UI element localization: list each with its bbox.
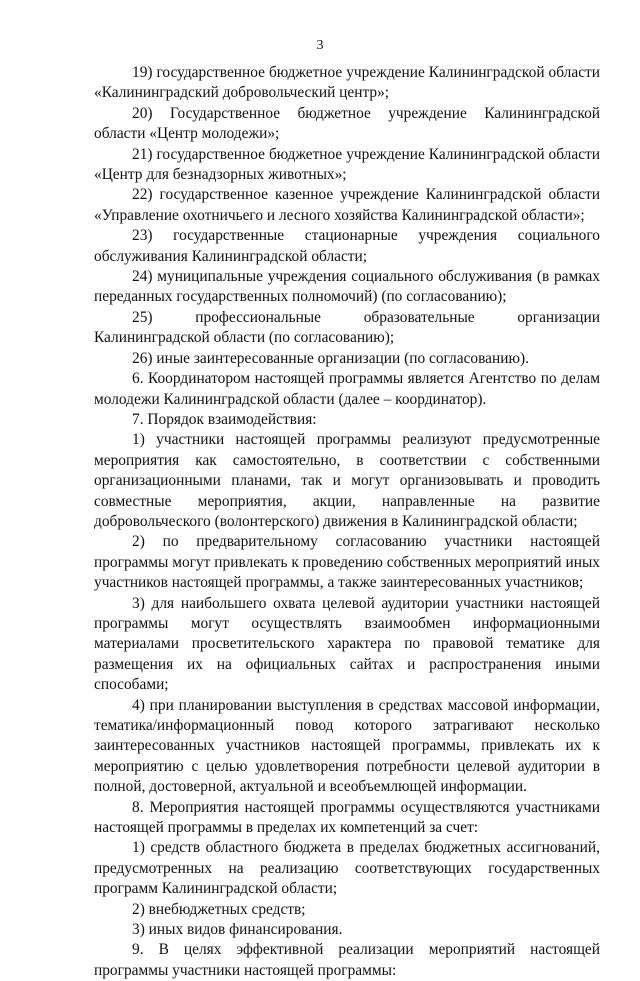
document-body bbox=[94, 63, 600, 981]
list-item: 25) профессиональные образовательные организации Калининградской области (по согласованию); bbox=[94, 308, 600, 347]
list-item: 21) государственное бюджетное учреждение Калининградской области «Центр для безнадзорных животных»; bbox=[94, 145, 600, 184]
list-item: 24) муниципальные учреждения социального обслуживания (в рамках переданных государственных полномочий) (по согласованию); bbox=[94, 268, 600, 306]
list-item: 2) по предварительному согласованию участники настоящей программы могут привлекать к проведению собственных мероприятий иных участников настоящей программы, а также заинтересованных участников; bbox=[94, 533, 600, 592]
list-item: 1) средств областного бюджета в пределах бюджетных ассигнований, предусмотренных на реализацию соответствующих государственных программ Калининградской области; bbox=[94, 839, 600, 898]
list-item: 22) государственное казенное учреждение Калининградской области «Управление охотничьего и лесного хозяйства Калининградской области»; bbox=[94, 186, 600, 224]
list-item: 3) для наибольшего охвата целевой аудитории участники настоящей программы могут осуществлять взаимообмен информационными материалами просветительского характера по правовой тематике для размещения их на официальных сайтах и распространения иными способами; bbox=[94, 594, 600, 694]
list-item: 19) государственное бюджетное учреждение Калининградской области «Калининградский добровольческий центр»; bbox=[94, 64, 600, 102]
list-item: 26) иные заинтересованные организации (по согласованию). bbox=[132, 349, 529, 367]
section-paragraph: 7. Порядок взаимодействия: bbox=[132, 410, 317, 428]
section-paragraph: 9. В целях эффективной реализации мероприятий настоящей программы участники настоящей программы: bbox=[94, 941, 600, 979]
list-item: 20) Государственное бюджетное учреждение Калининградской области «Центр молодежи»; bbox=[94, 104, 600, 143]
page-number: 3 bbox=[316, 38, 324, 53]
list-item: 1) участники настоящей программы реализуют предусмотренные мероприятия как самостоятельно, в соответствии с собственными организационными планами, так и могут организовывать и проводить совместные мероприятия, акции, направленные на развитие добровольческого (волонтерского) движения в Калининградской области; bbox=[94, 431, 600, 530]
list-item: 3) иных видов финансирования. bbox=[132, 921, 343, 939]
section-paragraph: 8. Мероприятия настоящей программы осуществляются участниками настоящей программы в пределах их компетенций за счет: bbox=[94, 798, 600, 837]
list-item: 4) при планировании выступления в средствах массовой информации, тематика/информационный повод которого затрагивают несколько заинтересованных участников настоящей программы, привлекать их к мероприятию с целью удовлетворения потребности целевой аудитории в полной, достоверной, актуальной и всеобъемлющей информации. bbox=[94, 696, 600, 796]
section-paragraph: 6. Координатором настоящей программы является Агентство по делам молодежи Калининградской области (далее – координатор). bbox=[94, 370, 600, 408]
list-item: 2) внебюджетных средств; bbox=[132, 900, 306, 918]
list-item: 23) государственные стационарные учреждения социального обслуживания Калининградской области; bbox=[94, 227, 600, 265]
